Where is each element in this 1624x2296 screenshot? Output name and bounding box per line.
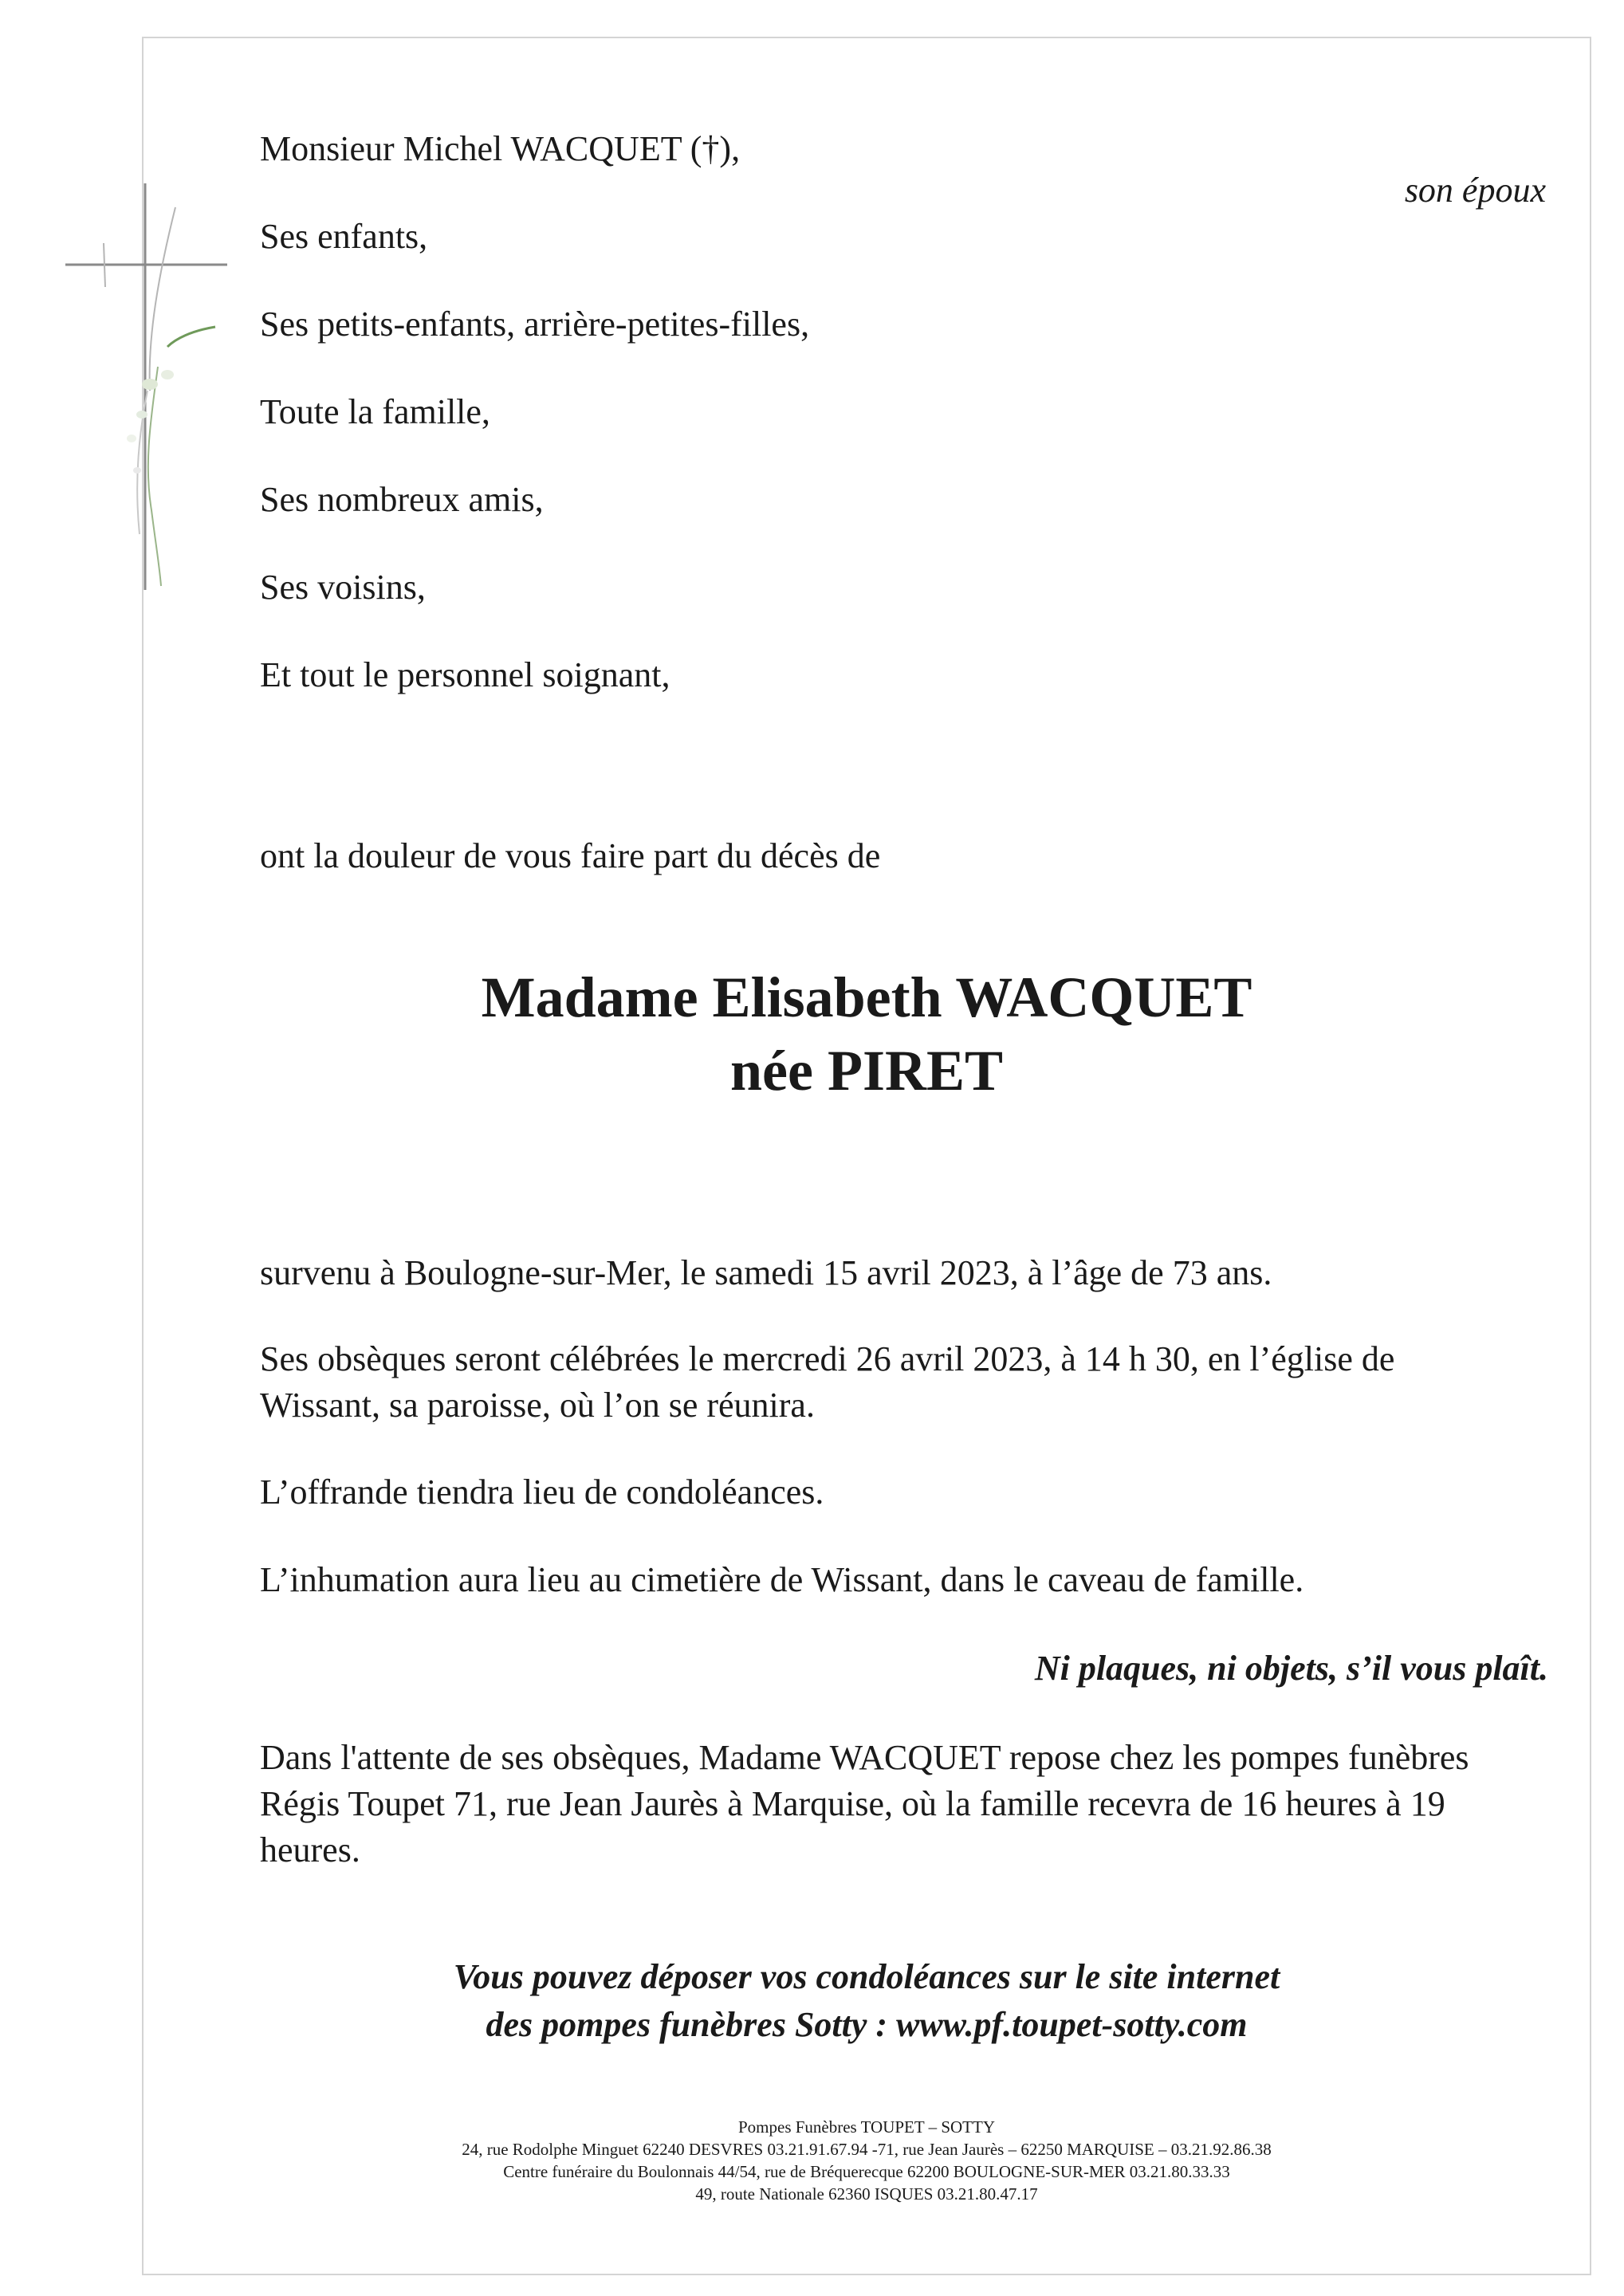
visitation-details: Dans l'attente de ses obsèques, Madame WACQUET repose chez les pompes funèbres Régis Toupet 71, rue Jean Jaurès à Marquise, où la famille recevra de 16 heures à 19 heures. [260, 1738, 1469, 1869]
footer-address-2: Centre funéraire du Boulonnais 44/54, rue de Bréquerecque 62200 BOULOGNE-SUR-MER 03.21.80.33.33 [503, 2162, 1230, 2181]
no-flowers-notice: Ni plaques, ni objets, s’il vous plaît. [1034, 1649, 1548, 1688]
relation-label: son époux [1404, 171, 1546, 210]
burial-details: L’inhumation aura lieu au cimetière de Wissant, dans le caveau de famille. [260, 1560, 1304, 1599]
funeral-details: Ses obsèques seront célébrées le mercredi 26 avril 2023, à 14 h 30, en l’église de Wissant, sa paroisse, où l’on se réunira. [260, 1339, 1395, 1425]
footer-address-1: 24, rue Rodolphe Minguet 62240 DESVRES 03.21.91.67.94 -71, rue Jean Jaurès – 62250 MARQUISE – 03.21.92.86.38 [462, 2140, 1272, 2159]
family-line-children: Ses enfants, [260, 217, 428, 256]
deceased-maiden-name: née PIRET [730, 1039, 1003, 1103]
footer-address-3: 49, route Nationale 62360 ISQUES 03.21.80.47.17 [695, 2184, 1038, 2204]
family-line-husband: Monsieur Michel WACQUET (†), [260, 129, 741, 168]
announcement-text: ont la douleur de vous faire part du décès de [260, 836, 881, 875]
footer-company: Pompes Funèbres TOUPET – SOTTY [737, 2117, 995, 2137]
family-line-friends: Ses nombreux amis, [260, 480, 544, 519]
family-line-family: Toute la famille, [260, 392, 490, 431]
family-line-care-staff: Et tout le personnel soignant, [260, 655, 670, 694]
family-line-neighbours: Ses voisins, [260, 568, 426, 607]
condolences-message [142, 1953, 1591, 2049]
offering-details: L’offrande tiendra lieu de condoléances. [260, 1472, 824, 1512]
footer-addresses [142, 2116, 1591, 2205]
page-border [142, 37, 1591, 2275]
condolences-line-1: Vous pouvez déposer vos condoléances sur le site internet [453, 1957, 1280, 1996]
condolences-line-2: des pompes funèbres Sotty : www.pf.toupet-sotty.com [486, 2005, 1248, 2044]
death-details: survenu à Boulogne-sur-Mer, le samedi 15 avril 2023, à l’âge de 73 ans. [260, 1253, 1272, 1292]
cross-with-lily-icon [56, 175, 247, 598]
deceased-name: Madame Elisabeth WACQUET [481, 965, 1252, 1029]
family-line-grandchildren: Ses petits-enfants, arrière-petites-filles, [260, 305, 810, 344]
